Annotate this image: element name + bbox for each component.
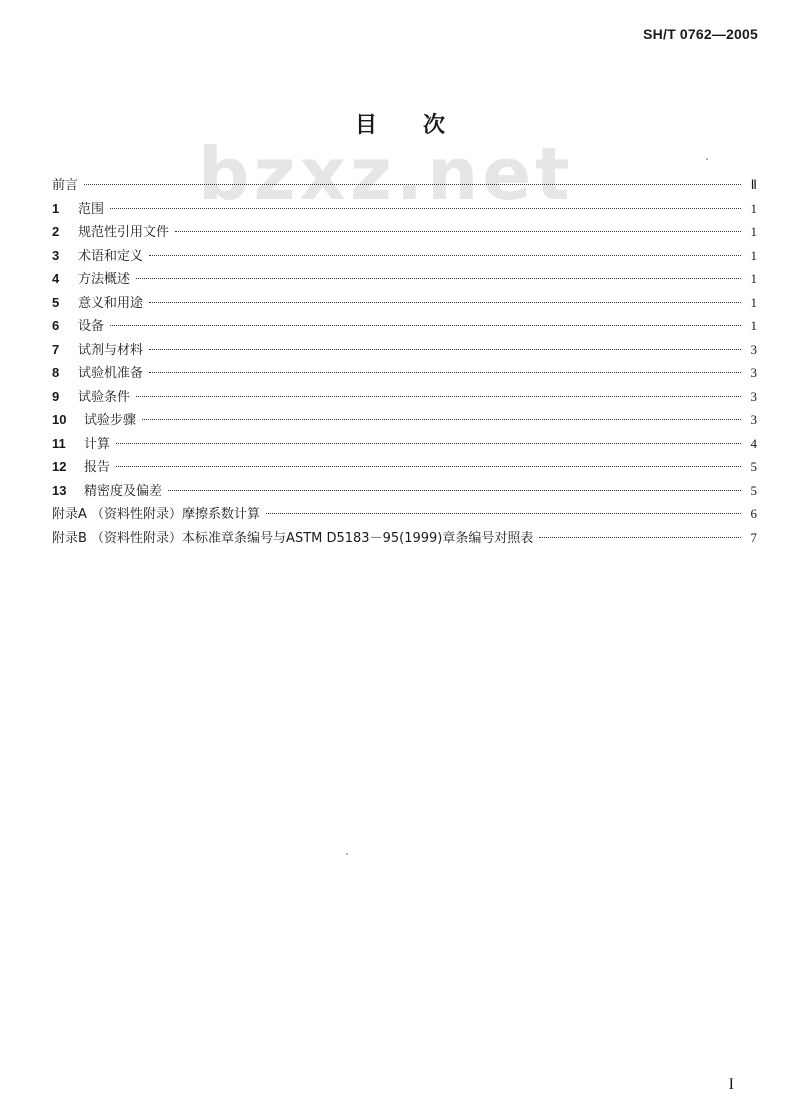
toc-entry-page: 1 [750,247,757,263]
toc-entry-number: 4 [52,271,60,286]
toc-entry-number: 9 [52,388,60,404]
toc-entry-page: 3 [750,412,757,427]
toc-entry-number: 1 [52,200,60,216]
toc-entry-title: 设备 [78,319,105,334]
toc-entry-page: 6 [750,506,757,521]
dot-leader [142,419,741,420]
toc-entry-title: 范围 [78,201,105,217]
dot-leader [116,443,741,444]
toc-entry-number: 7 [52,341,60,357]
toc-entry-title: 计算 [84,436,111,452]
toc-entry-number: 2 [52,224,60,239]
toc-entry-number: 8 [52,365,60,380]
toc-entry-page: 1 [750,271,757,286]
toc-entry-title: 试剂与材料 [78,342,144,358]
toc-entry-page: 1 [750,200,757,216]
toc-entry[interactable] [52,244,757,268]
toc-entry-title: 规范性引用文件 [78,225,170,240]
toc-entry-page: 3 [750,365,757,380]
toc-entry[interactable] [52,338,757,362]
toc-entry[interactable] [52,408,757,432]
dot-leader [116,466,741,467]
toc-entry-title: 报告 [84,460,111,475]
toc-entry-page: 1 [750,294,757,310]
dot-leader [175,231,741,232]
page-number: I [728,1076,734,1093]
dot-leader [168,490,741,491]
watermark: bzxz.net [198,132,574,216]
toc-entry[interactable] [52,432,757,456]
toc-entry-page: 5 [750,459,757,474]
toc-entry-page: 1 [750,224,757,239]
dot-leader [266,513,741,514]
toc-entry[interactable] [52,385,757,409]
toc-entry-page: 3 [750,388,757,404]
toc-entry-number: 6 [52,318,60,333]
toc-entry[interactable] [52,220,757,244]
toc-entry[interactable] [52,197,757,221]
toc-entry-number: 3 [52,247,60,263]
toc-entry[interactable] [52,291,757,315]
toc-entry-number: 13 [52,482,67,498]
toc-entry-page: 3 [750,341,757,357]
toc-entry[interactable] [52,314,757,338]
toc-entry-number: 10 [52,412,67,427]
dot-leader [149,349,741,350]
dot-leader [539,537,741,538]
dot-leader [136,396,741,397]
toc-entry-page: 1 [750,318,757,333]
toc-entry-page: 4 [750,435,757,451]
dot-leader [136,278,741,279]
toc-entry-title: 意义和用途 [78,295,144,311]
toc-entry-title: 附录A （资料性附录）摩擦系数计算 [52,507,261,522]
toc-entry-title: 试验步骤 [84,413,137,428]
toc-entry-page: 7 [750,529,757,545]
table-of-contents [52,173,757,549]
scan-speck [706,158,708,160]
toc-entry-number: 11 [52,435,66,451]
toc-entry-title: 方法概述 [78,272,131,287]
toc-entry-title: 试验条件 [78,389,131,405]
dot-leader [149,372,741,373]
toc-entry-number: 5 [52,294,60,310]
toc-entry[interactable] [52,479,757,503]
toc-entry-title: 术语和定义 [78,248,144,264]
toc-entry[interactable] [52,361,757,385]
toc-entry-page: 5 [750,482,757,498]
toc-entry-title: 附录B （资料性附录）本标准章条编号与ASTM D5183－95(1999)章条编号对照表 [52,530,534,546]
dot-leader [149,302,741,303]
dot-leader [110,325,741,326]
toc-entry[interactable] [52,526,757,550]
toc-entry-page: Ⅱ [750,177,757,192]
toc-entry[interactable] [52,173,757,197]
toc-entry-number: 12 [52,459,67,474]
dot-leader [149,255,741,256]
toc-entry[interactable] [52,455,757,479]
toc-entry[interactable] [52,502,757,526]
toc-entry-title: 前言 [52,178,79,193]
toc-entry[interactable] [52,267,757,291]
dot-leader [84,184,741,185]
toc-entry-title: 试验机准备 [78,366,144,381]
toc-title: 目次 [354,113,491,138]
standard-code: SH/T 0762—2005 [643,26,758,42]
scan-speck [346,853,348,855]
toc-entry-title: 精密度及偏差 [84,483,163,499]
dot-leader [110,208,741,209]
